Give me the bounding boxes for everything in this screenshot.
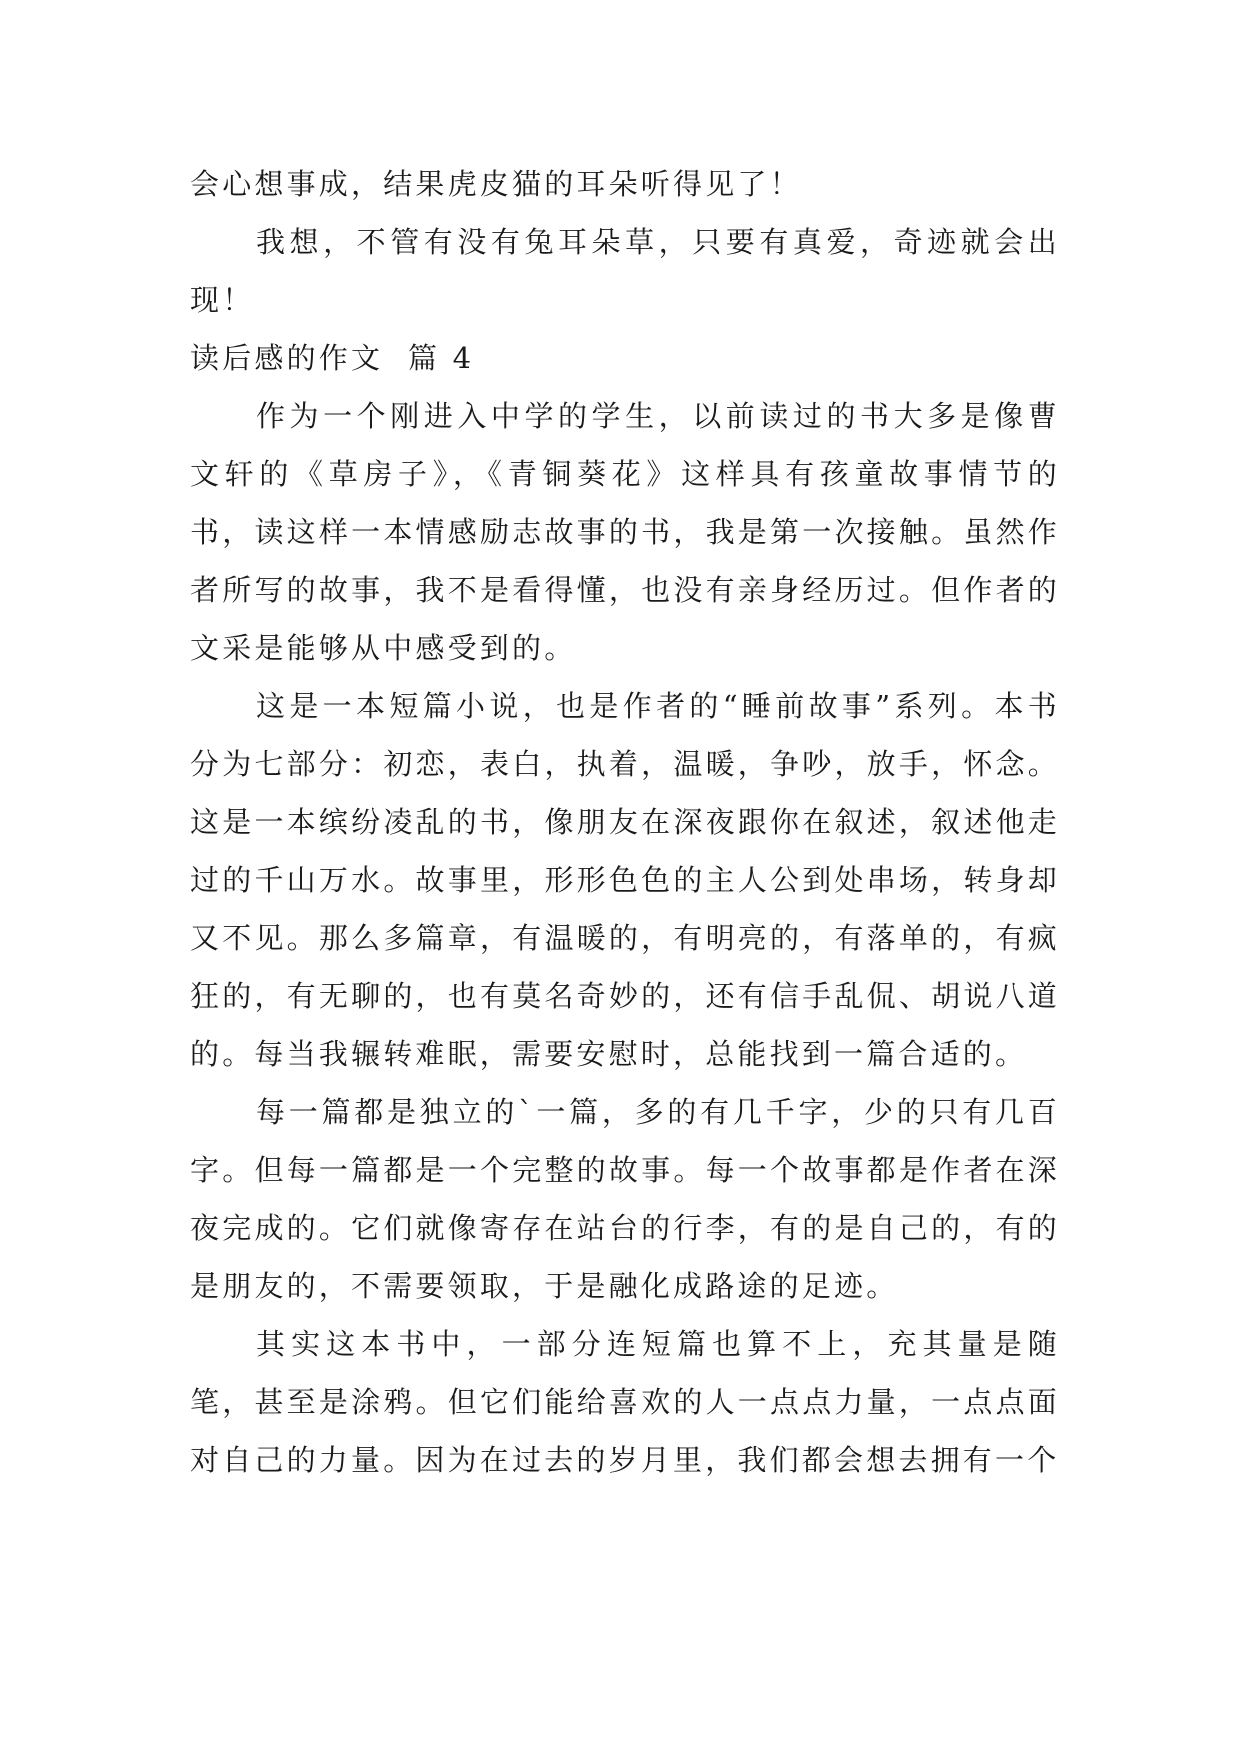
paragraph-book-summary: 这是一本短篇小说，也是作者的“睡前故事”系列。本书分为七部分：初恋，表白，执着，温暖，争吵，放手，怀念。这是一本缤纷凌乱的书，像朋友在深夜跟你在叙述，叙述他走过的千山万水。故事里，形形色色的主人公到处串场，转身却又不见。那么多篇章，有温暖的，有明亮的，有落单的，有疯狂的，有无聊的，也有莫名奇妙的，还有信手乱侃、胡说八道的。每当我辗转难眠，需要安慰时，总能找到一篇合适的。 [190,689,1060,1071]
paragraph-introduction: 作为一个刚进入中学的学生，以前读过的书大多是像曹文轩的《草房子》，《青铜葵花》这样具有孩童故事情节的书，读这样一本情感励志故事的书，我是第一次接触。虽然作者所写的故事，我不是看得懂，也没有亲身经历过。但作者的文采是能够从中感受到的。 [190,399,1060,665]
paragraph-story-structure: 每一篇都是独立的`一篇，多的有几千字，少的只有几百字。但每一篇都是一个完整的故事。每一个故事都是作者在深夜完成的。它们就像寄存在站台的行李，有的是自己的，有的是朋友的，不需要领取，于是融化成路途的足迹。 [190,1095,1060,1303]
paragraph-true-love: 我想，不管有没有兔耳朵草，只要有真爱，奇迹就会出现！ [190,225,1060,317]
section-heading: 读后感的作文 篇 4 [190,341,475,375]
paragraph-reflection: 其实这本书中，一部分连短篇也算不上，充其量是随笔，甚至是涂鸦。但它们能给喜欢的人一点点力量，一点点面对自己的力量。因为在过去的岁月里，我们都会想去拥有一个 [190,1327,1060,1477]
paragraph-continuation: 会心想事成，结果虎皮猫的耳朵听得见了！ [190,167,802,201]
document-page [190,155,1060,1489]
